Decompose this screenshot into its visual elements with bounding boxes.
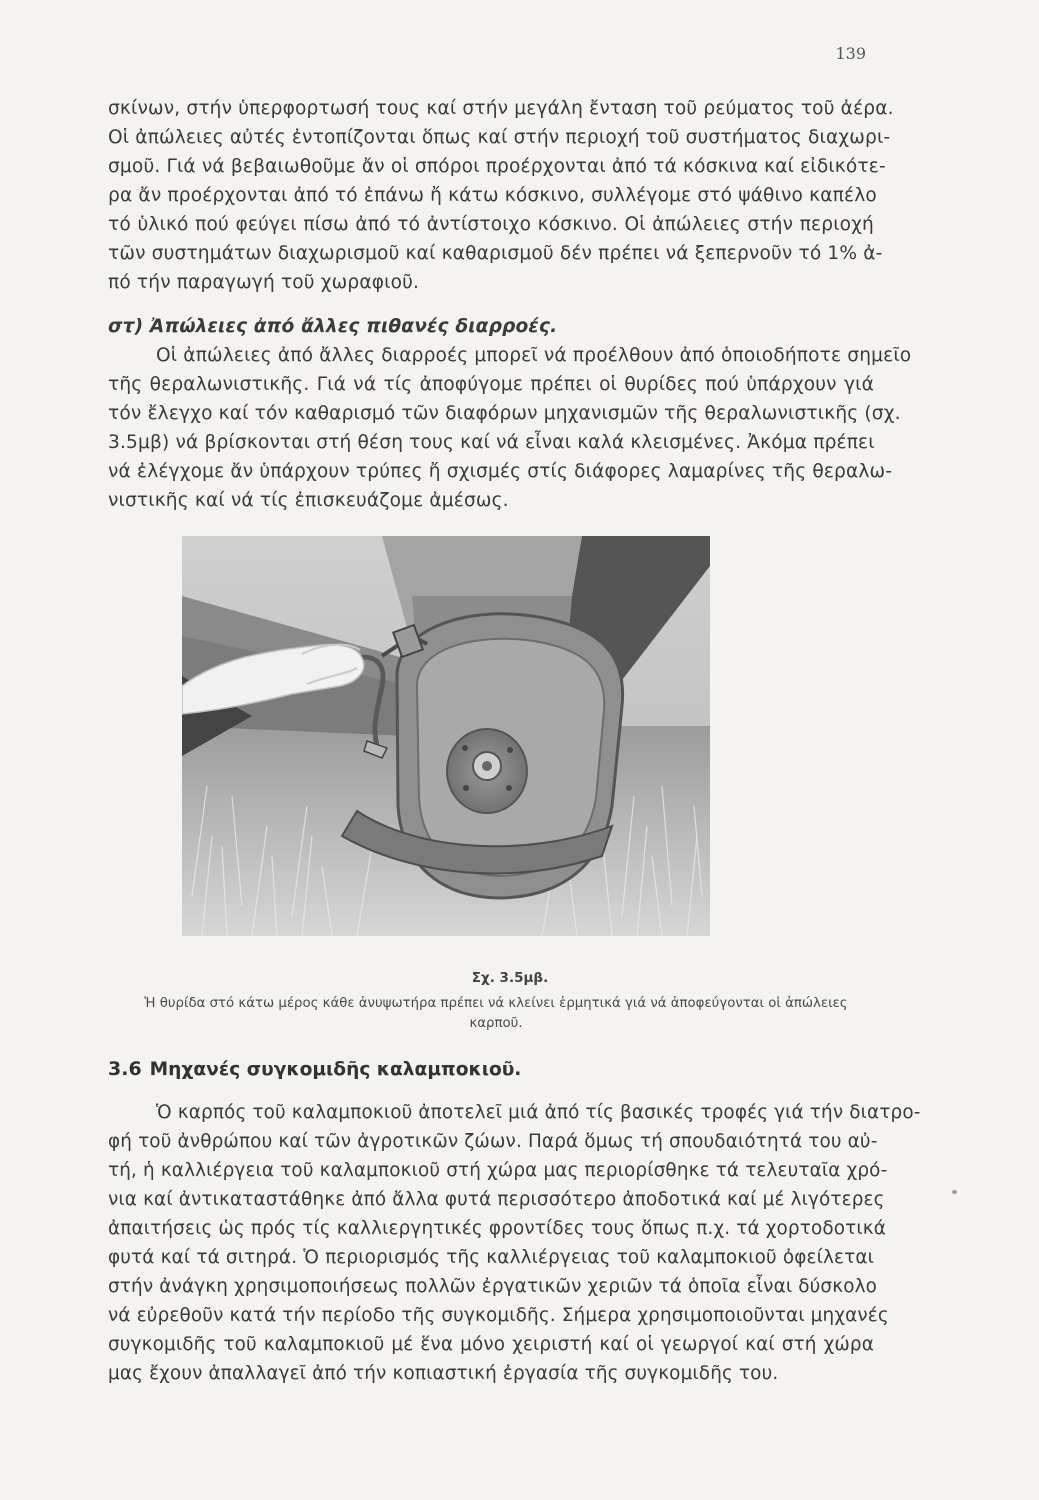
paragraph-other-leaks	[108, 312, 912, 515]
text-line: τόν ἔλεγχο καί τόν καθαρισμό τῶν διαφόρων μηχανισμῶν τῆς θεραλωνιστικῆς (σχ.	[108, 403, 901, 424]
scan-speck	[952, 1190, 957, 1194]
figure-elevator-hatch-photo	[182, 536, 710, 936]
text-line: μας ἔχουν ἀπαλλαγεῖ ἀπό τήν κοπιαστική ἐργασία τῆς συγκομιδῆς του.	[108, 1363, 779, 1384]
text-line: νά ἐλέγχομε ἄν ὑπάρχουν τρύπες ἤ σχισμές στίς διάφορες λαμαρίνες τῆς θεραλω-	[108, 461, 893, 482]
text-line: ἀπαιτήσεις ὡς πρός τίς καλλιεργητικές φροντίδες τους ὅπως π.χ. τά χορτοδοτικά	[108, 1218, 887, 1239]
section-number: 3.6	[108, 1058, 142, 1080]
section-heading	[108, 1058, 521, 1080]
subheading-other-leaks: στ) Ἀπώλειες ἀπό ἄλλες πιθανές διαρροές.	[108, 316, 558, 337]
photo-illustration	[182, 536, 710, 936]
text-line: ρα ἄν προέρχονται ἀπό τό ἐπάνω ἤ κάτω κόσκινο, συλλέγομε στό ψάθινο καπέλο	[108, 185, 877, 206]
text-line: στήν ἀνάγκη χρησιμοποιήσεως πολλῶν ἐργατικῶν χεριῶν τά ὁποῖα εἶναι δύσκολο	[108, 1276, 878, 1297]
text-line: 3.5μβ) νά βρίσκονται στή θέση τους καί νά εἶναι καλά κλεισμένες. Ἀκόμα πρέπει	[108, 432, 875, 453]
text-line: σμοῦ. Γιά νά βεβαιωθοῦμε ἄν οἱ σπόροι προέρχονται ἀπό τά κόσκινα καί εἰδικότε-	[108, 156, 886, 177]
section-title: Μηχανές συγκομιδῆς καλαμποκιοῦ.	[149, 1059, 522, 1080]
figure-label: Σχ. 3.5μβ.	[471, 970, 549, 986]
text-line: τή, ἡ καλλιέργεια τοῦ καλαμποκιοῦ στή χώρα μας περιορίσθηκε τά τελευταῖα χρό-	[108, 1160, 888, 1181]
text-line: σκίνων, στήν ὑπερφορτωσή τους καί στήν μεγάλη ἔνταση τοῦ ρεύματος τοῦ ἀέρα.	[108, 98, 894, 119]
text-line: νια καί ἀντικαταστάθηκε ἀπό ἄλλα φυτά περισσότερο ἀποδοτικά καί μέ λιγότερες	[108, 1189, 885, 1210]
text-line: τῶν συστημάτων διαχωρισμοῦ καί καθαρισμοῦ δέν πρέπει νά ξεπερνοῦν τό 1% ἀ-	[108, 243, 883, 264]
page-number: 139	[835, 44, 866, 63]
text-line: τῆς θεραλωνιστικῆς. Γιά νά τίς ἀποφύγομε πρέπει οἱ θυρίδες πού ὑπάρχουν γιά	[108, 374, 874, 395]
text-line: Ὁ καρπός τοῦ καλαμποκιοῦ ἀποτελεῖ μιά ἀπό τίς βασικές τροφές γιά τήν διατρο-	[156, 1102, 921, 1123]
text-line: φυτά καί τά σιτηρά. Ὁ περιορισμός τῆς καλλιέργειας τοῦ καλαμποκιοῦ ὀφείλεται	[108, 1247, 874, 1268]
text-line: νιστικῆς καί νά τίς ἐπισκευάζομε ἀμέσως.	[108, 490, 509, 511]
paragraph-corn-harvest	[108, 1098, 921, 1388]
text-line: νά εὐρεθοῦν κατά τήν περίοδο τῆς συγκομιδῆς. Σήμερα χρησιμοποιοῦνται μηχανές	[108, 1305, 889, 1326]
text-line: Οἱ ἀπώλειες αὐτές ἐντοπίζονται ὅπως καί στήν περιοχή τοῦ συστήματος διαχωρι-	[108, 127, 891, 148]
text-line: Οἱ ἀπώλειες ἀπό ἄλλες διαρροές μπορεῖ νά προέλθουν ἀπό ὁποιοδήποτε σημεῖο	[156, 345, 912, 366]
figure-caption: Ἡ θυρίδα στό κάτω μέρος κάθε ἀνυψωτήρα πρέπει νά κλείνει ἑρμητικά γιά νά ἀποφεύγονται οἱ ἀπώλειες καρποῦ.	[144, 996, 848, 1031]
text-line: συγκομιδῆς τοῦ καλαμποκιοῦ μέ ἕνα μόνο χειριστή καί οἱ γεωργοί καί στή χώρα	[108, 1334, 874, 1355]
text-line: τό ὑλικό πού φεύγει πίσω ἀπό τό ἀντίστοιχο κόσκινο. Οἱ ἀπώλειες στήν περιοχή	[108, 214, 874, 235]
text-line: φή τοῦ ἀνθρώπου καί τῶν ἀγροτικῶν ζώων. Παρά ὅμως τή σπουδαιότητά του αὐ-	[108, 1131, 878, 1152]
paragraph-losses-cleaning	[108, 94, 894, 297]
text-line: πό τήν παραγωγή τοῦ χωραφιοῦ.	[108, 272, 420, 293]
